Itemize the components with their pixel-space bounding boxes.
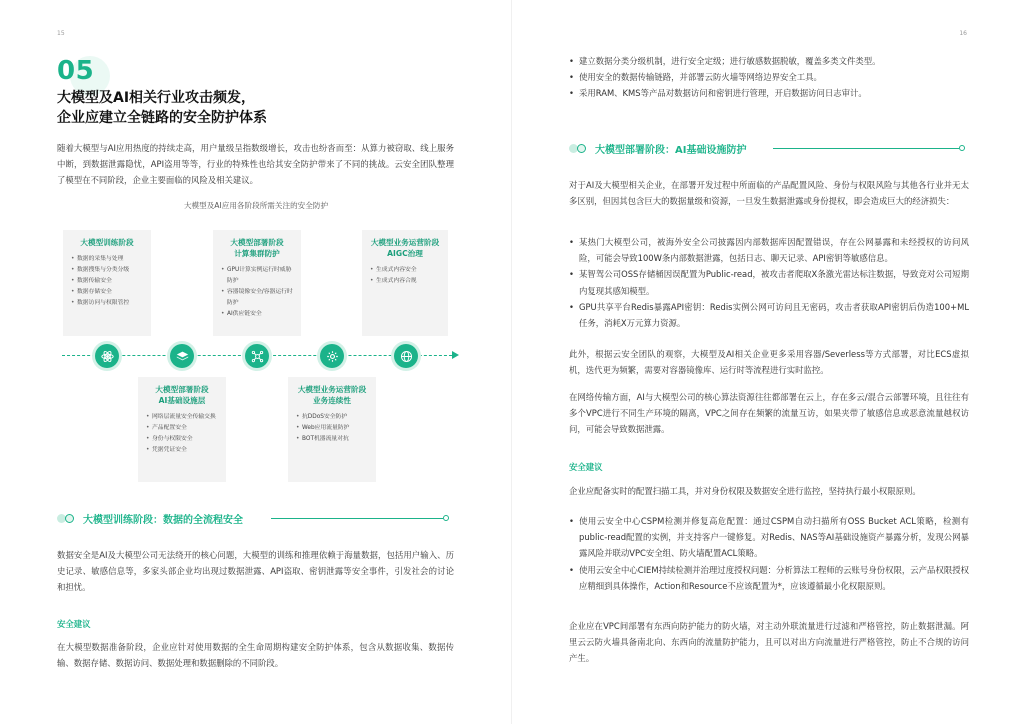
list-item: • 使用云安全中心CSPM检测并修复高危配置：通过CSPM自动扫描所有OSS Bucket ACL策略，检测有public-read配置的实例，并支持客户一键修复。对Redis、NAS等AI基础设施资产暴露分析，发现公网暴露风险并联动VPC安全组、防火墙配置ACL策略。 — [569, 513, 969, 562]
card-title-line: AI基础设施层 — [158, 396, 206, 405]
section-bar-label: 大模型部署阶段：AI基础设施防护 — [595, 145, 747, 156]
card-title-line: 大模型部署阶段 — [230, 238, 284, 247]
list-item: • 产品配置安全 — [146, 423, 218, 434]
list-item: • 使用安全的数据传输链路，并部署云防火墙等网络边界安全工具。 — [569, 69, 969, 85]
deploy-paragraph-5: 企业应在VPC间部署有东西向防护能力的防火墙，对主动外联流量进行过滤和严格管控，防止数据泄漏。阿里云云防火墙具备南北向、东西向的流量防护能力，且可以对出方向流量进行严格管控，防止不合规的访问产生。 — [569, 621, 969, 664]
list-item: • GPU计算实例运行时威胁防护 — [221, 265, 293, 287]
list-item: • 某热门大模型公司，被海外安全公司披露因内部数据库因配置错误，存在公网暴露和未经授权的访问风险，可能会导致100W条内部数据泄露，包括日志、聊天记录、API密钥等敏感信息。 — [569, 234, 969, 266]
card-title — [296, 384, 368, 406]
section-bar-training — [57, 511, 454, 525]
list-item: • BOT机器流量对抗 — [296, 434, 368, 445]
card-title-line: 大模型业务运营阶段 — [370, 238, 440, 247]
timeline-arrow-icon — [452, 351, 459, 359]
card-title-line: 业务连续性 — [313, 396, 351, 405]
card-list — [296, 412, 368, 445]
list-item: • 采用RAM、KMS等产品对数据访问和密钥进行管理，开启数据访问日志审计。 — [569, 85, 969, 101]
top-bullet-list — [569, 53, 969, 102]
list-item: • 生成式内容合规 — [370, 276, 440, 287]
list-item: • AI供应链安全 — [221, 309, 293, 320]
page-number-left: 15 — [57, 30, 65, 37]
list-item: • 数据的采集与处理 — [71, 254, 143, 265]
section-bar-rule — [773, 148, 959, 149]
card-deploy-compute — [213, 230, 301, 336]
advice-bullet-list — [569, 513, 969, 594]
list-item: • 建立数据分类分级机制，进行安全定级；进行敏感数据脱敏，覆盖多类文件类型。 — [569, 53, 969, 69]
card-title — [221, 237, 293, 259]
list-item: • 凭据凭证安全 — [146, 445, 218, 456]
section-number: 05 — [57, 56, 95, 86]
list-item: • 网络层流量安全传输交换 — [146, 412, 218, 423]
card-title-line: 计算集群防护 — [234, 249, 280, 258]
intro-paragraph: 随着大模型与AI应用热度的持续走高，用户量级呈指数级增长，攻击也纷沓而至：从算力被窃取、线上服务中断，到数据泄露隐忧，API盗用等等，行业的特殊性也给其安全防护带来了不同的挑战。云安全团队整理了模型在不同阶段，企业主要面临的风险及相关建议。 — [57, 143, 454, 186]
incident-bullet-list — [569, 234, 969, 331]
list-item: • 数据访问与权限管控 — [71, 298, 143, 309]
title-line-1: 大模型及AI相关行业攻击频发， — [57, 90, 256, 106]
list-item: • 抗DDoS安全防护 — [296, 412, 368, 423]
card-list — [370, 265, 440, 287]
card-list — [71, 254, 143, 309]
advice-heading: 安全建议 — [569, 462, 603, 472]
card-ops-aigc — [362, 230, 448, 336]
section-bar-dots-icon — [57, 513, 79, 523]
section-bar-deploy — [569, 141, 969, 155]
card-training — [63, 230, 151, 336]
atom-icon — [95, 344, 119, 368]
card-ops-continuity — [288, 377, 376, 482]
advice-paragraph: 在大模型数据准备阶段，企业应针对使用数据的全生命周期构建安全防护体系，包含从数据收集、数据传输、数据存储、数据访问、数据处理和数据删除的不同阶段。 — [57, 642, 454, 669]
title-line-2: 企业应建立全链路的安全防护体系 — [57, 110, 267, 126]
card-title — [370, 237, 440, 259]
list-item: • 某智驾公司OSS存储桶因误配置为Public-read，被攻击者爬取X条激光雷达标注数据，导致竞对公司短期内复现其感知模型。 — [569, 266, 969, 298]
card-title-line: AIGC治理 — [387, 249, 423, 258]
list-item: • GPU共享平台Redis暴露API密钥：Redis实例公网可访问且无密码，攻击者获取API密钥后伪造100+ML任务，消耗X万元算力资源。 — [569, 299, 969, 331]
right-page — [512, 0, 1024, 724]
list-item: • 身份与权限安全 — [146, 434, 218, 445]
globe-icon — [394, 344, 418, 368]
advice-heading: 安全建议 — [57, 619, 91, 629]
list-item: • 使用云安全中心CIEM持续检测并治理过度授权问题：分析算法工程师的云账号身份权限，云产品权限授权应精细到具体操作，Action和Resource不应该配置为*，应该遵循最小化权限原则。 — [569, 562, 969, 594]
card-title-line: 大模型业务运营阶段 — [297, 385, 367, 394]
card-title-line: 大模型部署阶段 — [155, 385, 209, 394]
list-item: • 生成式内容安全 — [370, 265, 440, 276]
layers-icon — [170, 344, 194, 368]
body-paragraph: 数据安全是AI及大模型公司无法绕开的核心问题，大模型的训练和推理依赖于海量数据，包括用户输入、历史记录、敏感信息等，多家头部企业均出现过数据泄露、API盗取、密钥泄露等安全事件，引发社会的讨论和担忧。 — [57, 550, 454, 593]
list-item: • 数据搜集与分类分级 — [71, 265, 143, 276]
deploy-paragraph-1: 对于AI及大模型相关企业，在部署开发过程中所面临的产品配置风险、身份与权限风险与其他各行业并无太多区别，但因其包含巨大的数据量级和资源，一旦发生数据泄露或身份提权，即会造成巨大的经济损失： — [569, 180, 969, 207]
section-bar-end-icon — [443, 515, 449, 521]
list-item: • Web应用流量防护 — [296, 423, 368, 434]
section-bar-dots-icon — [569, 143, 591, 153]
card-title — [146, 384, 218, 406]
card-list — [146, 412, 218, 456]
deploy-paragraph-4: 企业应配备实时的配置扫描工具，并对身份权限及数据安全进行监控，坚持执行最小权限原则。 — [569, 486, 921, 496]
page-title — [57, 88, 267, 128]
network-icon — [245, 344, 269, 368]
card-list — [221, 265, 293, 320]
page-number-right: 16 — [959, 30, 967, 37]
card-title: 大模型训练阶段 — [80, 238, 134, 247]
card-deploy-infra — [138, 377, 226, 482]
diagram-title: 大模型及AI应用各阶段所需关注的安全防护 — [183, 201, 329, 210]
deploy-paragraph-2: 此外，根据云安全团队的观察，大模型及AI相关企业更多采用容器/Severless等方式部署，对比ECS虚拟机，迭代更为频繁，需要对容器镜像库、运行时等流程进行实时监控。 — [569, 349, 969, 376]
deploy-paragraph-3: 在网络传输方面，AI与大模型公司的核心算法资源往往都部署在云上，存在多云/混合云部署环境，且往往有多个VPC进行不同生产环境的隔离，VPC之间存在频繁的流量互访，如果夹带了敏感信息或恶意流量越权访问，可能会导致数据泄露。 — [569, 392, 969, 435]
list-item: • 数据存储安全 — [71, 287, 143, 298]
list-item: • 数据传输安全 — [71, 276, 143, 287]
list-item: • 容器镜像安全/容器运行时防护 — [221, 287, 293, 309]
section-bar-rule — [271, 518, 443, 519]
section-bar-label: 大模型训练阶段：数据的全流程安全 — [83, 515, 243, 526]
section-bar-end-icon — [959, 145, 965, 151]
gear-icon — [320, 344, 344, 368]
